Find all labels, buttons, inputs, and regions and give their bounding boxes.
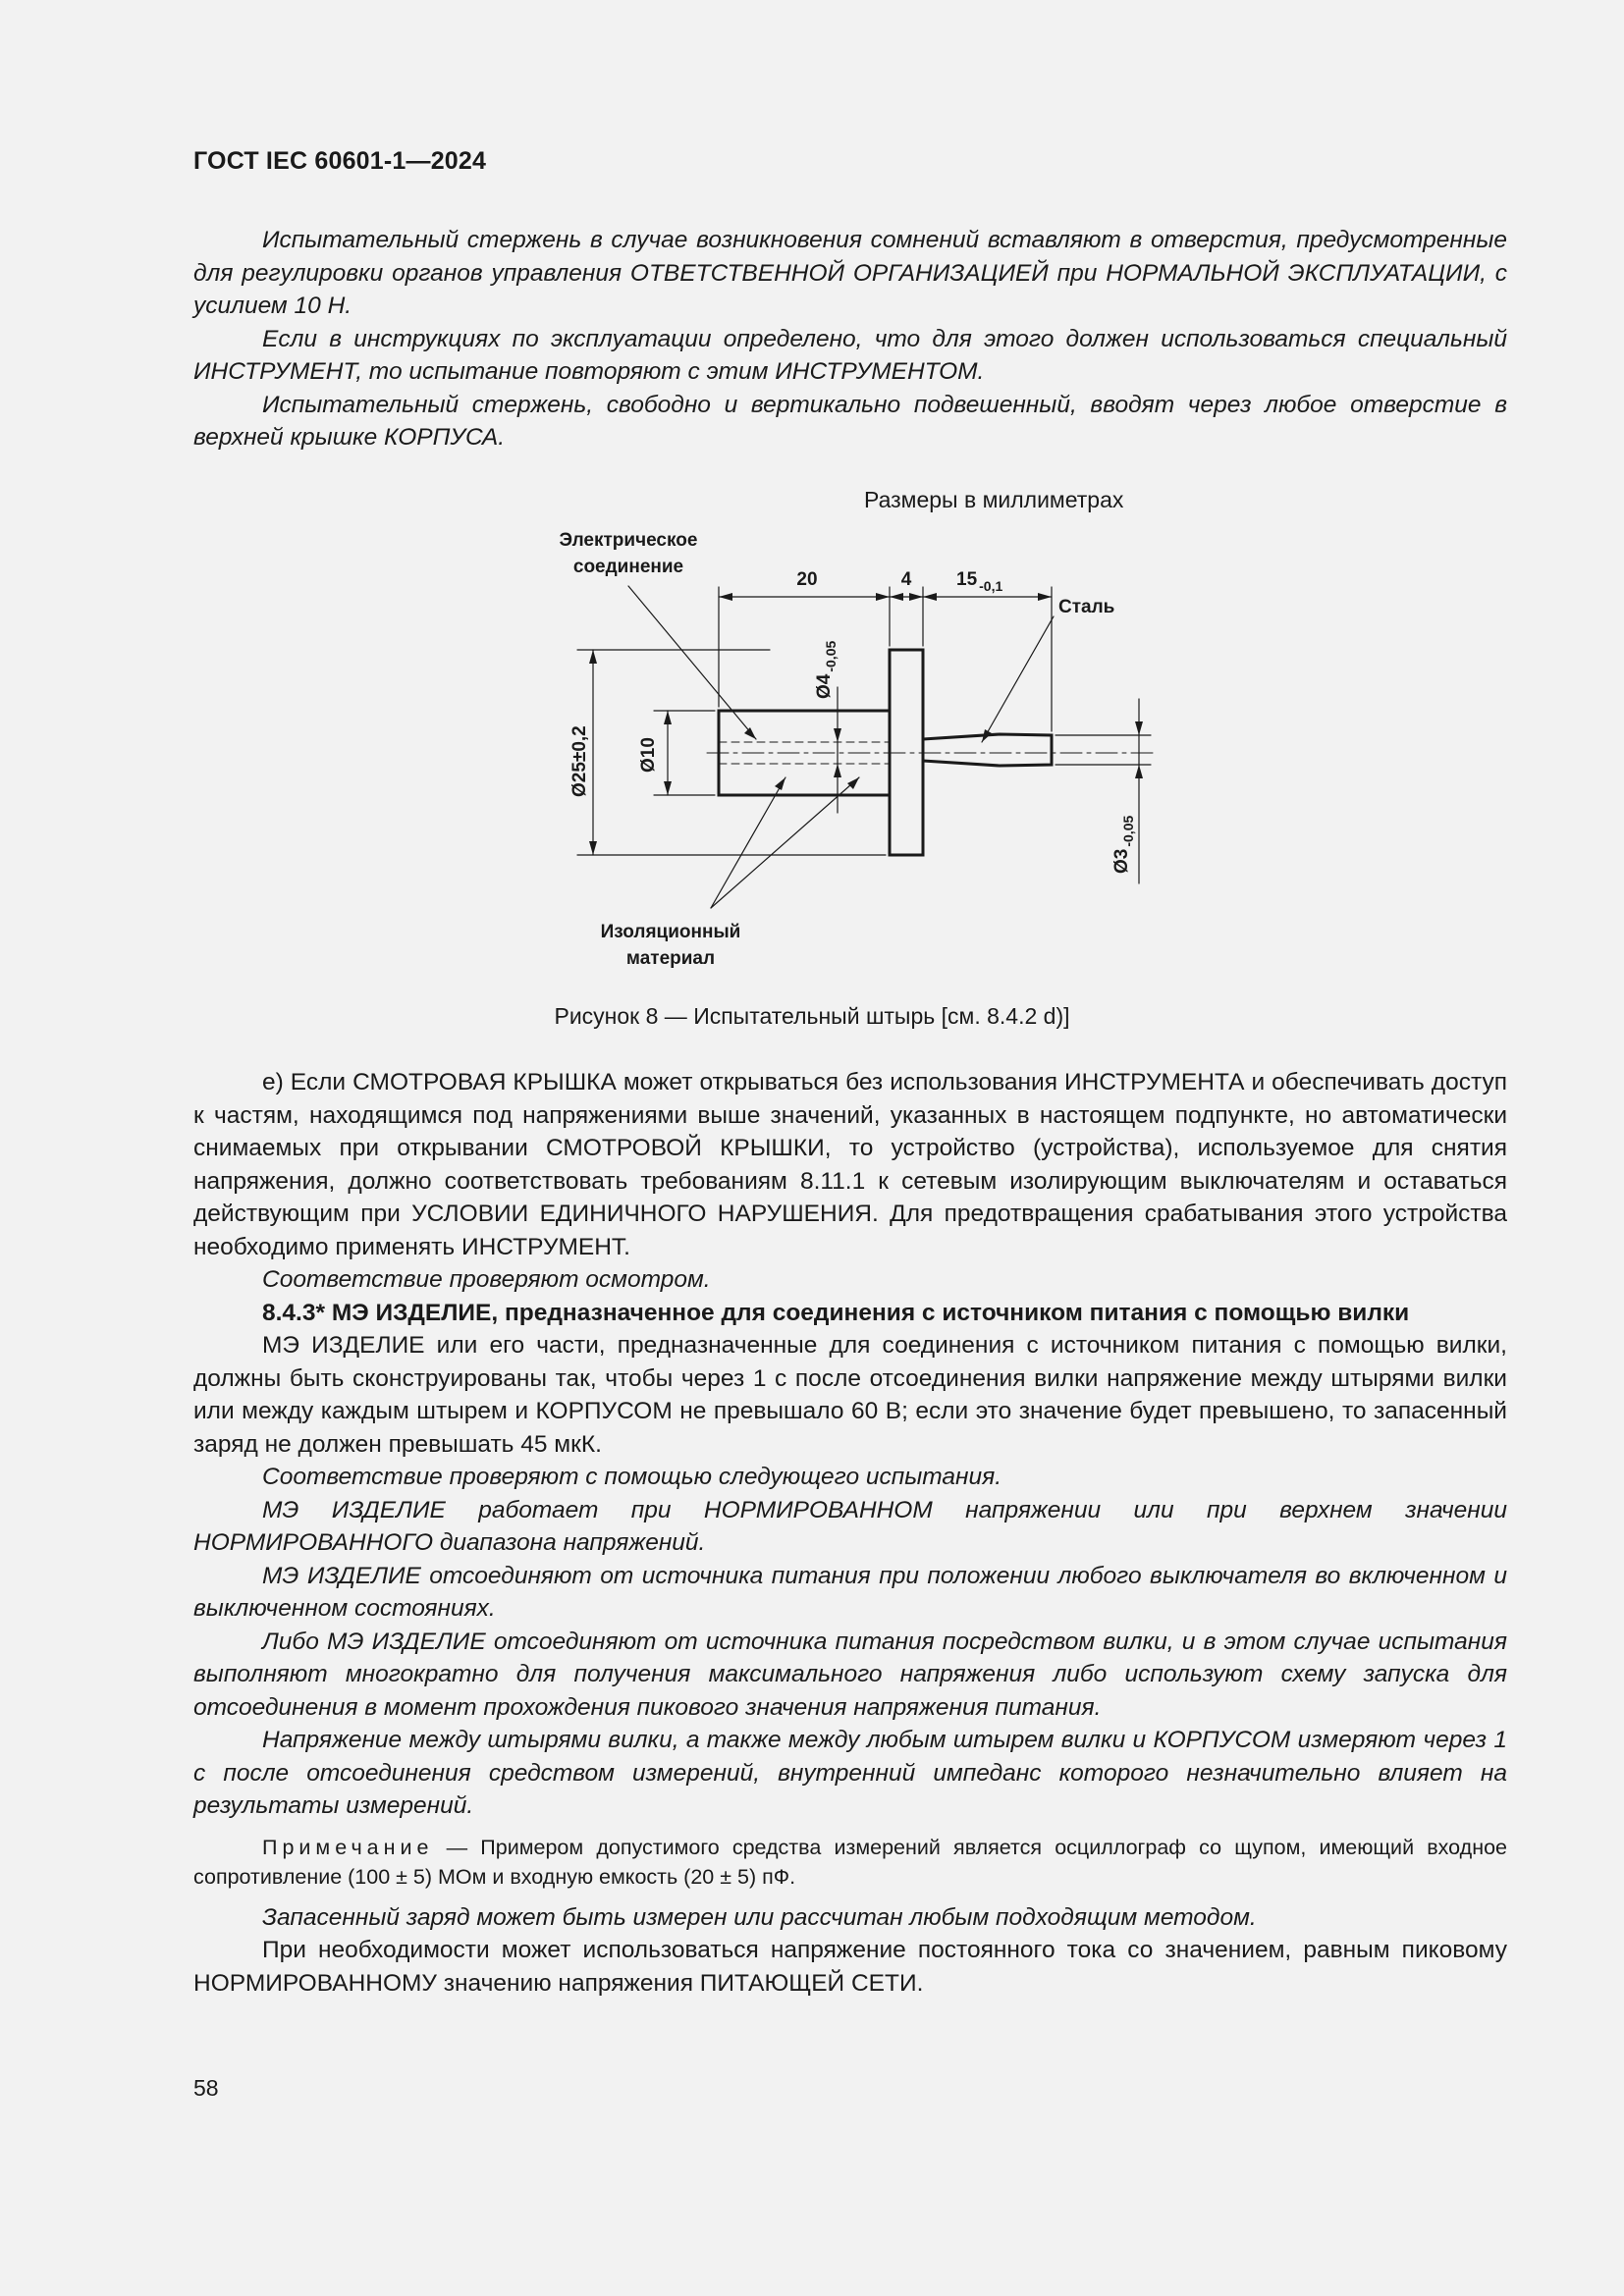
page-number: 58 <box>193 2075 219 2101</box>
compliance-check: Соответствие проверяют осмотром. <box>262 1266 711 1293</box>
label-insulation: материал <box>625 948 716 969</box>
dim-d25: Ø25±0,2 <box>569 725 590 797</box>
note-text: — Примером допустимого средства измерений является осциллограф со щупом, имеющий входное сопротивление (100 ± 5) МОм и входную емкость (20 ± 5) пФ. <box>193 1835 1507 1889</box>
note <box>193 1833 1507 1892</box>
test-paragraph: Либо МЭ ИЗДЕЛИЕ отсоединяют от источника питания посредством вилки, и в этом случае испытания выполняют многократно для получения максимального напряжения либо используют схему запуска для отсоединения в момент прохождения пикового значения напряжения питания. <box>193 1628 1507 1721</box>
label-electrical: соединение <box>572 557 684 577</box>
section-title: 8.4.3* МЭ ИЗДЕЛИЕ, предназначенное для соединения с источником питания с помощью вилки <box>262 1299 1410 1326</box>
test-pin-figure <box>530 515 1178 982</box>
note-label: Примечание <box>262 1835 434 1859</box>
dim-d3: $Ø3_{-0,05}$ <box>1111 815 1136 874</box>
charge-paragraph: Запасенный заряд может быть измерен или рассчитан любым подходящим методом. <box>262 1903 1257 1931</box>
intro-paragraph: Испытательный стержень, свободно и вертикально подвешенный, вводят через любое отверстие в верхней крышке КОРПУСА. <box>193 391 1507 451</box>
units-note: Размеры в миллиметрах <box>864 487 1124 512</box>
label-steel: Сталь <box>1058 597 1115 617</box>
dim-15: 15 $_{-0,1}$ <box>956 569 1003 594</box>
figure-caption: Рисунок 8 — Испытательный штырь [см. 8.4.2 d)] <box>554 1003 1070 1029</box>
dim-20: 20 <box>796 569 818 590</box>
dim-d4: $Ø4_{-0,05}$ <box>814 640 839 699</box>
test-paragraph: МЭ ИЗДЕЛИЕ отсоединяют от источника питания при положении любого выключателя во включенном и выключенном состояниях. <box>193 1562 1507 1622</box>
intro-text <box>193 224 1507 454</box>
test-paragraph: Напряжение между штырями вилки, а также между любым штырем вилки и КОРПУСОМ измеряют через 1 с после отсоединения средством измерений, внутренний импеданс которого незначительно влияет на результаты измерений. <box>193 1727 1507 1819</box>
test-paragraph: Соответствие проверяют с помощью следующего испытания. <box>262 1464 1002 1490</box>
dc-paragraph: При необходимости может использоваться напряжение постоянного тока со значением, равным пиковому НОРМИРОВАННОМУ значению напряжения ПИТАЮЩЕЙ СЕТИ. <box>193 1937 1507 1997</box>
dim-4: 4 <box>900 569 912 590</box>
standard-header: ГОСТ IEC 60601-1—2024 <box>193 147 487 175</box>
label-insulation: Изоляционный <box>600 922 741 942</box>
test-paragraph: МЭ ИЗДЕЛИЕ работает при НОРМИРОВАННОМ напряжении или при верхнем значении НОРМИРОВАННОГО диапазона напряжений. <box>193 1496 1507 1556</box>
main-text <box>193 1066 1507 2000</box>
intro-paragraph: Если в инструкциях по эксплуатации определено, что для этого должен использоваться специальный ИНСТРУМЕНТ, то испытание повторяют с этим ИНСТРУМЕНТОМ. <box>193 325 1507 385</box>
steel-pin <box>923 734 1052 766</box>
dim-d10: Ø10 <box>638 737 659 773</box>
item-e: е) Если СМОТРОВАЯ КРЫШКА может открываться без использования ИНСТРУМЕНТА и обеспечивать доступ к частям, находящимся под напряжениями выше значений, указанных в настоящем подпункте, но автоматически снимаемых при открывании СМОТРОВОЙ КРЫШКИ, то устройство (устройства), используемое для снятия напряжения, должно соответствовать требованиям 8.11.1 к сетевым изолирующим выключателям и оставаться действующим при УСЛОВИИ ЕДИНИЧНОГО НАРУШЕНИЯ. Для предотвращения срабатывания этого устройства необходимо применять ИНСТРУМЕНТ. <box>193 1069 1507 1260</box>
label-electrical: Электрическое <box>559 530 698 551</box>
intro-paragraph: Испытательный стержень в случае возникновения сомнений вставляют в отверстия, предусмотренные для регулировки органов управления ОТВЕТСТВЕННОЙ ОРГАНИЗАЦИЕЙ при НОРМАЛЬНОЙ ЭКСПЛУАТАЦИИ, с усилием 10 Н. <box>193 227 1507 319</box>
requirement-paragraph: МЭ ИЗДЕЛИЕ или его части, предназначенные для соединения с источником питания с помощью вилки, должны быть сконструированы так, чтобы через 1 с после отсоединения вилки напряжение между штырями вилки или между каждым штырем и КОРПУСОМ не превышало 60 В; если это значение будет превышено, то запасенный заряд не должен превышать 45 мкК. <box>193 1332 1507 1458</box>
